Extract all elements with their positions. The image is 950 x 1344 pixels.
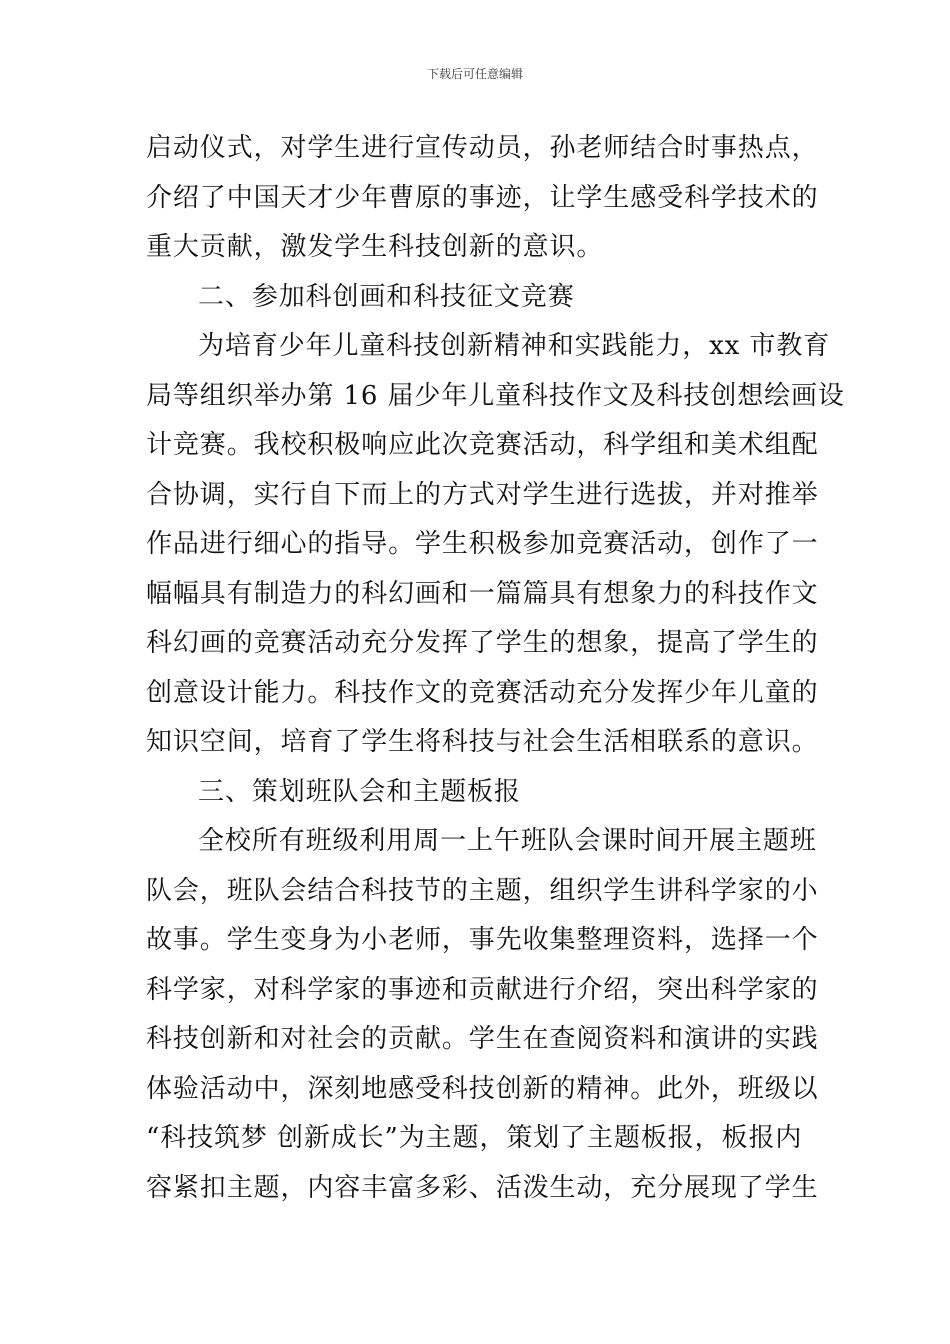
body-line-22: 容紧扣主题，内容丰富多彩、活泼生动，充分展现了学生 [146,1172,819,1203]
body-line-1: 启动仪式，对学生进行宣传动员，孙老师结合时事热点， [146,133,819,163]
body-line-20: 体验活动中，深刻地感受科技创新的精神。此外，班级以 [146,1073,819,1104]
body-line-10: 幅幅具有制造力的科幻画和一篇篇具有想象力的科技作文 [146,578,819,609]
body-line-16: 队会，班队会结合科技节的主题，组织学生讲科学家的小 [146,875,819,906]
section-heading-2: 二、参加科创画和科技征文竞赛 [198,281,575,312]
document-body [146,124,845,1213]
body-line-18: 科学家，对科学家的事迹和贡献进行介绍，突出科学家的 [146,974,819,1005]
body-line-21: “科技筑梦 创新成长”为主题，策划了主题板报，板报内 [146,1123,803,1153]
body-line-2: 介绍了中国天才少年曹原的事迹，让学生感受科学技术的 [146,182,819,213]
body-line-17: 故事。学生变身为小老师，事先收集整理资料，选择一个 [146,925,819,955]
body-line-13: 知识空间，培育了学生将科技与社会生活相联系的意识。 [146,727,819,757]
body-line-7: 计竞赛。我校积极响应此次竞赛活动，科学组和美术组配 [146,430,819,460]
body-line-15: 全校所有班级利用周一上午班队会课时间开展主题班 [198,826,817,856]
body-line-19: 科技创新和对社会的贡献。学生在查阅资料和演讲的实践 [146,1024,819,1054]
page-header: 下载后可任意编辑 [426,67,523,81]
body-line-12: 创意设计能力。科技作文的竞赛活动充分发挥少年儿童的 [146,677,819,708]
body-line-9: 作品进行细心的指导。学生积极参加竞赛活动，创作了一 [146,529,819,559]
body-line-5: 为培育少年儿童科技创新精神和实践能力，xx 市教育 [198,331,831,361]
body-line-6: 局等组织举办第 16 届少年儿童科技作文及科技创想绘画设 [146,380,845,411]
body-line-8: 合协调，实行自下而上的方式对学生进行选拔，并对推举 [146,479,819,510]
body-line-3: 重大贡献，激发学生科技创新的意识。 [146,232,604,262]
section-heading-3: 三、策划班队会和主题板报 [198,776,521,807]
body-line-11: 科幻画的竞赛活动充分发挥了学生的想象，提高了学生的 [146,628,819,658]
